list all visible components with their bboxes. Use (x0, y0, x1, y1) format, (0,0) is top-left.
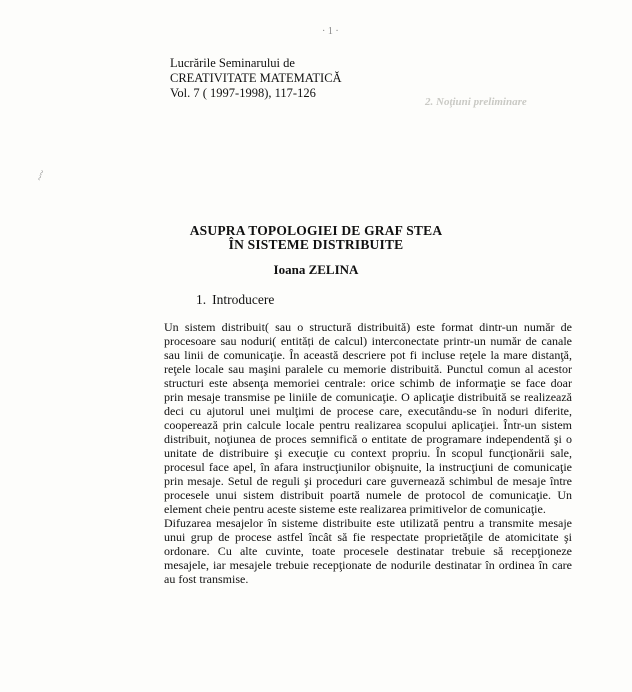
section-title: Introducere (212, 292, 275, 307)
bleed-through-text: 2. Noţiuni preliminare (425, 96, 527, 108)
journal-name: Lucrările Seminarului de (170, 56, 295, 70)
section-heading (196, 292, 274, 308)
body-text (164, 320, 572, 586)
title-line-2: ÎN SISTEME DISTRIBUITE (228, 237, 404, 252)
paragraph: Difuzarea mesajelor în sisteme distribuite este utilizată pentru a transmite mesaje unui grup de procese astfel încât să fie respectate proprietăţile de atomicitate şi ordonare. Cu alte cuvinte, toate procesele destinatar trebuie să recepţioneze mesajele, iar mesajele trebuie recepţionate de nodurile destinatar în ordinea în care au fost transmise. (164, 516, 572, 586)
section-number: 1. (196, 292, 207, 307)
journal-series: CREATIVITATE MATEMATICĂ (170, 71, 342, 85)
paper-title (0, 224, 632, 252)
journal-volume: Vol. 7 ( 1997-1998), 117-126 (170, 86, 316, 100)
margin-scribble: ~~ (34, 168, 49, 183)
paragraph: Un sistem distribuit( sau o structură distribuită) este format dintr-un număr de procesoare sau noduri( entități de calcul) interconectate printr-un număr de canale sau linii de comunicaţie. În această descriere pot fi incluse reţele la mare distanţă, reţele locale sau maşini paralele cu memorie distribuită. Punctul comun al acestor structuri este absenţa memoriei centrale: orice schimb de informaţie se face doar prin mesaje transmise pe liniile de comunicaţie. O aplicaţie distribuită se realizează deci cu ajutorul unei mulţimi de procese care, executându-se în noduri diferite, cooperează prin calcule locale pentru realizarea scopului aplicaţiei. Într-un sistem distribuit, noţiunea de proces semnifică o entitate de programare independentă şi o unitate de distribuire şi execuţie cu context propriu. În scopul funcţionării sale, procesul face apel, în afara instrucţiunilor obişnuite, la instrucţiuni de comunicaţie prin mesaje. Setul de reguli şi proceduri care guvernează schimbul de mesaje între procesele unui sistem distribuit poartă numele de protocol de comunicaţie. Un element cheie pentru aceste sisteme este realizarea primitivelor de comunicaţie. (164, 320, 572, 516)
author-name: Ioana ZELINA (273, 262, 359, 277)
journal-reference (170, 56, 342, 101)
title-line-1: ASUPRA TOPOLOGIEI DE GRAF STEA (189, 223, 443, 238)
scan-mark: · 1 · (322, 26, 339, 37)
